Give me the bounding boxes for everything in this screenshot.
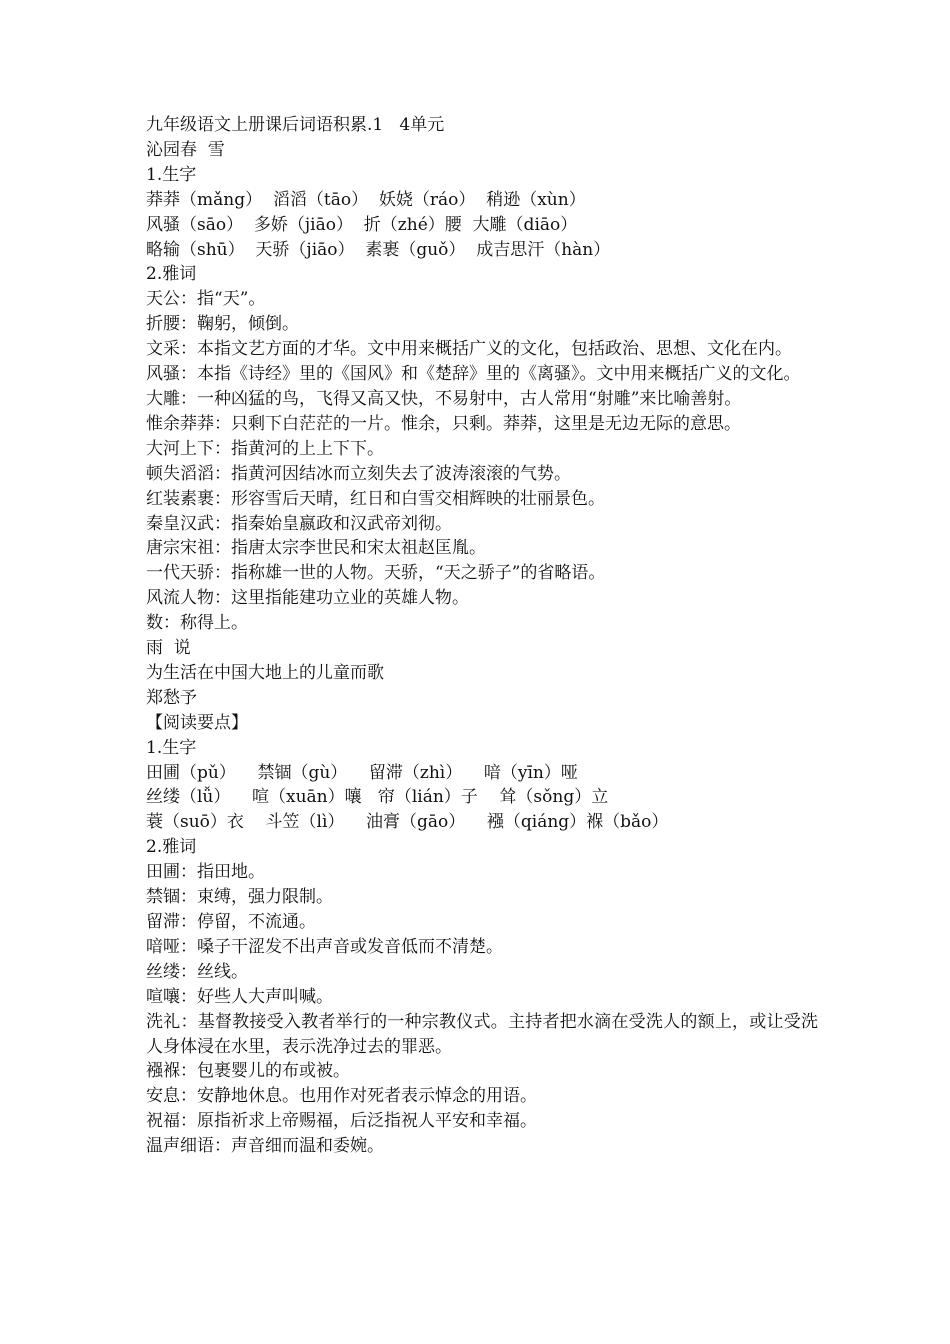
subheading-yaci: 2.雅词 — [146, 264, 197, 285]
definition-line: 留滞：停留，不流通。 — [146, 912, 316, 932]
definition-line: 文采：本指文艺方面的才华。文中用来概括广义的文化，包括政治、思想、文化在内。 — [146, 339, 792, 360]
definition-line: 田圃：指田地。 — [146, 862, 265, 883]
reading-points-heading: 【阅读要点】 — [146, 712, 248, 733]
definition-line: 襁褓：包裹婴儿的布或被。 — [146, 1061, 350, 1082]
section-heading-yushuo: 雨 说 — [146, 638, 191, 659]
pinyin-row: 略输（shū） 天骄（jiāo） 素裹（guǒ） 成吉思汗（hàn） — [146, 239, 611, 260]
section-subtitle: 为生活在中国大地上的儿童而歌 — [146, 662, 384, 683]
document-title: 九年级语文上册课后词语积累.1 4单元 — [146, 115, 445, 135]
definition-line: 折腰：鞠躬，倾倒。 — [146, 314, 299, 335]
definition-line: 顿失滔滔：指黄河因结冰而立刻失去了波涛滚滚的气势。 — [146, 463, 571, 484]
definition-line: 大雕：一种凶猛的鸟，飞得又高又快，不易射中，古人常用“射雕”来比喻善射。 — [146, 388, 742, 409]
definition-line: 风骚：本指《诗经》里的《国风》和《楚辞》里的《离骚》。文中用来概括广义的文化。 — [146, 364, 801, 385]
author-name: 郑愁予 — [146, 687, 197, 708]
definition-line: 唐宗宋祖：指唐太宗李世民和宋太祖赵匡胤。 — [146, 538, 486, 559]
definition-line: 一代天骄：指称雄一世的人物。天骄，“天之骄子”的省略语。 — [146, 563, 606, 584]
definition-line: 温声细语：声音细而温和委婉。 — [146, 1136, 384, 1157]
definition-line: 洗礼：基督教接受入教者举行的一种宗教仪式。主持者把水滴在受洗人的额上，或让受洗人身体浸在水里，表示洗净过去的罪恶。 — [146, 1011, 818, 1057]
definition-line: 祝福：原指祈求上帝赐福，后泛指祝人平安和幸福。 — [146, 1111, 537, 1132]
subheading-shengzi: 1.生字 — [146, 164, 197, 185]
pinyin-row: 蓑（suō）衣 斗笠（lì） 油膏（gāo） 襁（qiáng）褓（bǎo） — [146, 812, 669, 833]
definition-line: 惟余莽莽：只剩下白茫茫的一片。惟余，只剩。莽莽，这里是无边无际的意思。 — [146, 413, 741, 434]
definition-line: 秦皇汉武：指秦始皇嬴政和汉武帝刘彻。 — [146, 513, 452, 534]
definition-line: 数：称得上。 — [146, 613, 248, 634]
definition-line: 丝缕：丝线。 — [146, 961, 248, 982]
definition-line: 红装素裹：形容雪后天晴，红日和白雪交相辉映的壮丽景色。 — [146, 488, 605, 509]
definition-line: 禁锢：束缚，强力限制。 — [146, 887, 333, 908]
definition-line: 风流人物：这里指能建功立业的英雄人物。 — [146, 588, 469, 609]
definition-line: 喧嚷：好些人大声叫喊。 — [146, 986, 333, 1007]
definition-line: 喑哑：嗓子干涩发不出声音或发音低而不清楚。 — [146, 936, 503, 957]
subheading-yaci: 2.雅词 — [146, 837, 197, 858]
section-heading-qinyuanchun: 沁园春 雪 — [146, 139, 225, 160]
pinyin-row: 莽莽（mǎng） 滔滔（tāo） 妖娆（ráo） 稍逊（xùn） — [146, 189, 586, 210]
definition-line: 大河上下：指黄河的上上下下。 — [146, 438, 384, 459]
subheading-shengzi: 1.生字 — [146, 737, 197, 758]
pinyin-row: 田圃（pǔ） 禁锢（gù） 留滞（zhì） 喑（yīn）哑 — [146, 762, 578, 783]
definition-line: 安息：安静地休息。也用作对死者表示悼念的用语。 — [146, 1086, 537, 1107]
document-body — [146, 113, 818, 1159]
pinyin-row: 风骚（sāo） 多娇（jiāo） 折（zhé）腰 大雕（diāo） — [146, 214, 578, 235]
pinyin-row: 丝缕（lǚ） 喧（xuān）嚷 帘（lián）子 耸（sǒng）立 — [146, 787, 609, 808]
definition-line: 天公：指“天”。 — [146, 289, 266, 310]
